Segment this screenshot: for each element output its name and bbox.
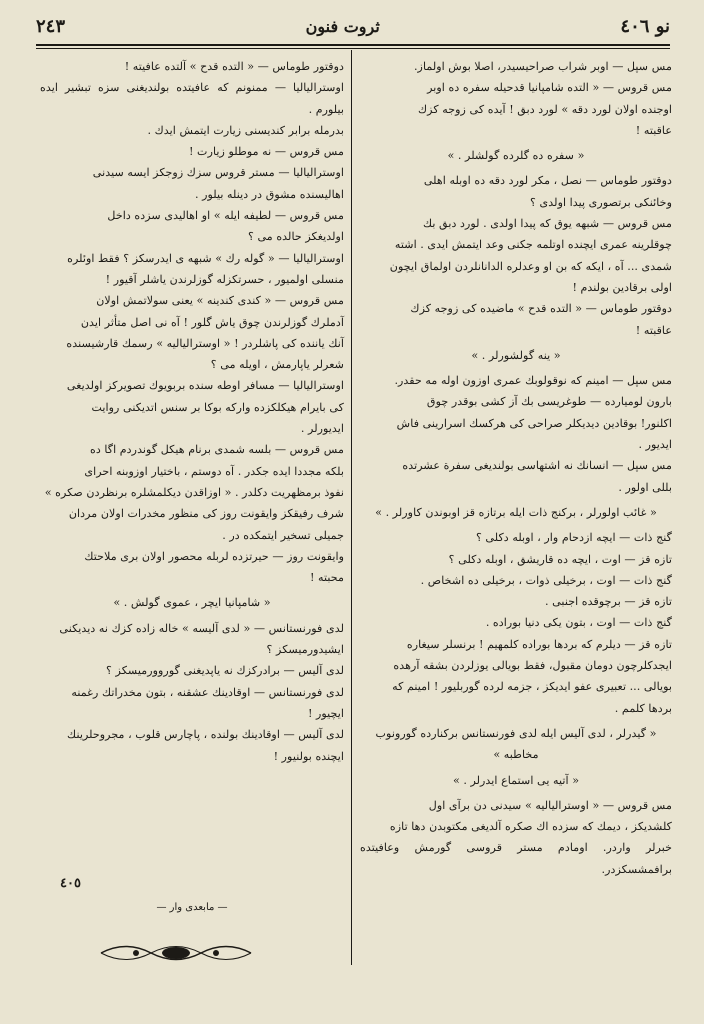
text-line: جميلى تسخير ايتمكده در . — [222, 528, 344, 542]
text-line: مس قروس — « كندى كندينه » يعنى سولاتمش اولان — [96, 294, 344, 308]
text-line: مس قروس — شبهه يوق كه پيدا اولدى . لورد دبق بك — [422, 217, 672, 231]
text-line: بللى اولور . — [618, 480, 672, 494]
ornamental-flourish-icon — [96, 938, 256, 968]
text-line: محبته ! — [309, 571, 344, 585]
text-line: ايديور . — [638, 438, 672, 452]
text-line: عاقبته ! — [635, 123, 672, 137]
column-divider — [351, 50, 352, 965]
text-line: مس سپل — انسانك نه اشتهاسى بولنديغى سفرة عشرتده — [402, 459, 672, 473]
text-line: ايجدكلرچون دومان مقبول، فقط بويالى يوزلردن بشقه آرهده — [393, 659, 672, 673]
text-line: ايديورلر . — [300, 422, 344, 436]
text-line: بدرمله برابر كنديسنى زيارت ايتمش ايدك . — [147, 123, 344, 137]
text-line: اوسترالياليا — مستر قروس سزك زوجكز ايسه سيدنى — [92, 166, 344, 180]
text-line: « گيدرلر ، لدى آليس ايله لدى فورنستانس بركنارده گورونوب مخاطبه » — [375, 726, 657, 762]
text-line: ايچيور ! — [307, 706, 344, 720]
text-line: اوسترالياليا — ممنونم كه عافيتده بولنديغنى سزه تبشير ايده بيلورم . — [40, 81, 344, 116]
header-rule-thin — [36, 48, 670, 49]
text-line: لدى آليس — اوقادينك بولنده ، پاچارس قلوب ، مجروحلرينك — [67, 728, 344, 742]
text-line: مس قروس — « اوسترالياليه » سيدنى دن برآى اول — [428, 798, 672, 812]
text-line: گنج ذات — اوت ، بتون يكى دنيا بوراده . — [485, 616, 672, 630]
text-line: ايشيدورميسكز ؟ — [266, 643, 344, 657]
text-line: چوقلرينه عمرى ايچنده اوتلمه جكنى وعد ايتمش ايدى . اشته — [394, 238, 672, 252]
text-line: مس سپل — اوبر شراب صراحيسيدر، اصلا بوش اولماز. — [413, 60, 672, 73]
text-line: دوقتور طوماس — « التده قدح » آلتده عافيته ! — [124, 60, 344, 73]
text-line: اكلنور! بوقادين ديديكلر صراحى كى هركسك اسرارينى فاش — [396, 416, 672, 430]
text-line: « شامپانيا ايچر ، عموى گولش . » — [113, 596, 271, 610]
text-line: شمدى ... آه ، ايكه كه بن او وعدلره الدانانلردن اولماق ايچون — [389, 259, 672, 273]
text-line: بويالى ... تعبيرى عفو ايديكز ، جزمه لرده گوربليور ! امينم كه — [392, 680, 672, 694]
header-rule — [36, 44, 670, 46]
text-line: « سفره ده گلرده گولشلر . » — [447, 149, 585, 163]
text-line: كلشديكز ، ديمك كه سزده اك صكره آلديغى مكتوبدن دها تازه — [389, 820, 672, 834]
small-page-number: ٤٠٥ — [60, 876, 81, 891]
text-line: مس سپل — امينم كه نوقولوبك عمرى اوزون اوله مه حقدر. — [394, 374, 672, 388]
text-line: مس قروس — نه موطلو زيارت ! — [189, 145, 344, 159]
text-line: تازه قز — اوت ، ايچه ده قاريشق ، اوبله دكلى ؟ — [448, 552, 672, 566]
text-line: بردها كلمم . — [614, 701, 672, 715]
text-line: « آتيه يى استماع ايدرلر . » — [452, 773, 580, 787]
left-column — [40, 56, 344, 767]
text-line: اولى برقادين بولندم ! — [572, 280, 672, 294]
text-line: اوسترالياليا — مسافر اوطه سنده بربويوك تصويركز اولديغى — [66, 379, 344, 393]
text-line: « غائب اولورلر ، بركنج ذات ايله برتازه قز اوبوندن كاورلر . » — [375, 505, 657, 519]
issue-label: نو ٤٠٦ — [620, 15, 670, 37]
text-line: اولديغكز حالده مى ؟ — [247, 230, 344, 244]
text-line: اوجنده اولان لورد دقه » لورد دبق ! آيده كى زوجه كزك — [417, 102, 672, 116]
journal-title: ثروت فنون — [305, 16, 380, 36]
text-line: دوقتور طوماس — « التده قدح » ماضيده كى زوجه كزك — [410, 302, 672, 316]
text-line: تازه قز — ديلرم كه بردها بوراده كلمهيم ! برنسلر سيغاره — [406, 637, 672, 651]
page-number: ٢٤٣ — [36, 15, 66, 37]
text-line: منسلى اولميور ، حسرتكزله گوزلرندن ياشلر آقيور ! — [105, 272, 344, 286]
right-column — [360, 56, 672, 880]
text-line: لدى آليس — برادركزك نه ياپديغنى گوروورميسكز ؟ — [106, 664, 344, 678]
text-line: وخائنكى برتصورى پيدا اولدى ؟ — [530, 195, 672, 209]
text-line: مس قروس — « التده شامپانيا قدحيله سفره ده اوبر — [427, 81, 672, 95]
text-line: ايچنده بولنيور ! — [273, 749, 344, 763]
page-header — [36, 10, 670, 42]
to-be-continued-note: — مابعدى وار — — [156, 902, 228, 913]
text-line: « ينه گولشورلر . » — [471, 348, 561, 362]
text-line: بارون لوميارده — طوغريسى بك آز كشى بوقدر چوق — [426, 395, 672, 409]
text-line: شعرلر ياپارمش ، اويله مى ؟ — [210, 358, 344, 372]
text-line: مس قروس — بلسه شمدى برنام هيكل گوندردم اگا ده — [89, 443, 344, 457]
text-line: خبرلر واردر. اومادم مستر قروسى گورمش وعافيتده برافمشسكزدر. — [360, 841, 672, 876]
text-line: وايقونت روز — حيرتزده لربله محصور اولان برى ملاحتك — [84, 549, 344, 563]
text-line: شرف رفيقكز وايقونت روز كى منظور مخدرات اولان مردان — [68, 507, 344, 521]
text-line: بلكه مجددا ايده جكدر . آه دوستم ، باختيار اوزوبنه احراى — [84, 464, 344, 478]
text-line: نفوذ برمظهريت دكلدر . « اوزاقدن ديكلمشلره برنظردن صكره » — [44, 485, 344, 499]
text-line: گنج ذات — اوت ، برخيلى ذوات ، برخيلى ده اشخاص . — [420, 573, 672, 587]
text-line: آنك ياننده كى پاشلردر ! « اوسترالياليه » رسمك قارشيسنده — [66, 336, 344, 350]
text-line: لدى فورنستانس — « لدى آليسه » خاله زاده كزك نه ديديكنى — [59, 621, 344, 635]
text-line: دوقتور طوماس — نصل ، مكر لورد دقه ده اوبله اهلى — [423, 174, 672, 188]
text-line: مس قروس — لطيفه ايله » او اهاليدى سزده داخل — [107, 209, 344, 223]
text-line: اهاليسنده مشوق در دينله بيلور . — [195, 187, 344, 201]
text-line: تازه قز — برچوقده اجنبى . — [545, 595, 672, 609]
text-line: گنج ذات — ايچه ازدحام وار ، اوبله دكلى ؟ — [475, 531, 672, 545]
text-line: لدى فورنستانس — اوقادينك عشقنه ، بتون مخدراتك رغمنه — [71, 685, 344, 699]
text-line: كى بايرام هيكلكزده واركه بوكا بر سنس اتديكنى روايت — [91, 400, 344, 414]
text-line: آدملرك گوزلرندن چوق ياش گلور ! آه نى اصل متأثر ايدن — [80, 315, 344, 329]
text-line: عاقبته ! — [635, 323, 672, 337]
text-line: اوسترالياليا — « گوله رك » شبهه ى ايدرسكز ؟ فقط اوئلره — [67, 251, 344, 265]
